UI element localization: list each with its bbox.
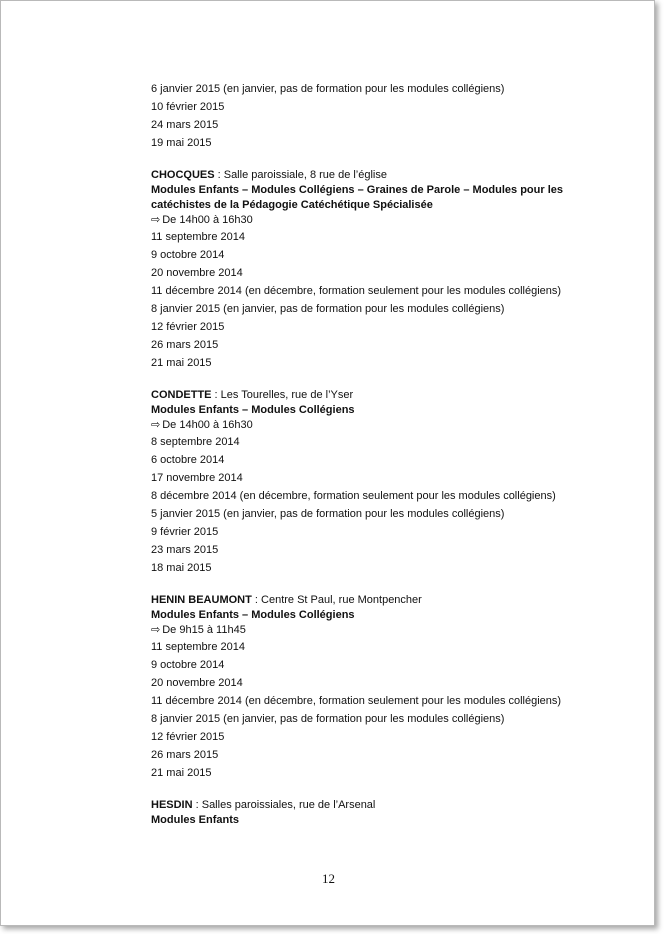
date-line: 26 mars 2015 [151,339,219,351]
time-range: De 14h00 à 16h30 [162,419,253,431]
section-chocques [151,168,621,372]
time-slot [151,418,621,433]
intro-dates [151,80,621,152]
modules-list: Modules Enfants – Modules Collégiens [151,609,355,621]
arrow-right-icon: ⇨ [151,214,161,226]
town-name: HENIN BEAUMONT [151,594,252,606]
date-line: 23 mars 2015 [151,544,219,556]
section-henin-beaumont [151,593,621,782]
modules-list: Modules Enfants – Modules Collégiens – Graines de Parole – Modules pour les catéchistes de la Pédagogie Catéchétique Spécialisée [151,184,563,211]
date-line: 8 janvier 2015 (en janvier, pas de formation pour les modules collégiens) [151,713,505,725]
date-line: 11 septembre 2014 [151,231,245,243]
date-line: 9 février 2015 [151,526,219,538]
section-hesdin [151,798,621,828]
date-line: 8 septembre 2014 [151,436,240,448]
time-range: De 9h15 à 11h45 [162,624,246,636]
page-number: 12 [322,871,335,886]
date-line: 12 février 2015 [151,731,225,743]
date-line: 24 mars 2015 [151,119,219,131]
date-line: 20 novembre 2014 [151,267,243,279]
date-line: 11 décembre 2014 (en décembre, formation seulement pour les modules collégiens) [151,285,562,297]
time-range: De 14h00 à 16h30 [162,214,253,226]
date-line: 9 octobre 2014 [151,659,225,671]
date-line: 18 mai 2015 [151,562,212,574]
date-line: 8 décembre 2014 (en décembre, formation seulement pour les modules collégiens) [151,490,556,502]
section-condette [151,388,621,577]
date-line: 11 décembre 2014 (en décembre, formation seulement pour les modules collégiens) [151,695,562,707]
date-line: 19 mai 2015 [151,137,212,149]
location-address: : Salles paroissiales, rue de l’Arsenal [192,799,376,811]
time-slot [151,213,621,228]
location-address: : Centre St Paul, rue Montpencher [251,594,422,606]
section-heading [151,798,621,813]
modules-list: Modules Enfants [151,814,240,826]
page-content [151,80,621,828]
town-name: HESDIN [151,799,193,811]
date-line: 5 janvier 2015 (en janvier, pas de formation pour les modules collégiens) [151,508,505,520]
date-line: 6 octobre 2014 [151,454,225,466]
date-line: 11 septembre 2014 [151,641,245,653]
section-heading [151,388,621,403]
date-line: 9 octobre 2014 [151,249,225,261]
date-line: 17 novembre 2014 [151,472,243,484]
town-name: CONDETTE [151,389,212,401]
date-line: 21 mai 2015 [151,357,212,369]
date-line: 20 novembre 2014 [151,677,243,689]
date-line: 8 janvier 2015 (en janvier, pas de formation pour les modules collégiens) [151,303,505,315]
location-address: : Salle paroissiale, 8 rue de l’église [214,169,387,181]
arrow-right-icon: ⇨ [151,419,161,431]
section-heading [151,168,621,183]
date-line: 12 février 2015 [151,321,225,333]
date-line: 10 février 2015 [151,101,225,113]
town-name: CHOCQUES [151,169,215,181]
location-address: : Les Tourelles, rue de l’Yser [211,389,354,401]
arrow-right-icon: ⇨ [151,624,161,636]
date-line: 21 mai 2015 [151,767,212,779]
date-line: 26 mars 2015 [151,749,219,761]
date-line: 6 janvier 2015 (en janvier, pas de formation pour les modules collégiens) [151,83,505,95]
section-heading [151,593,621,608]
time-slot [151,623,621,638]
modules-list: Modules Enfants – Modules Collégiens [151,404,355,416]
